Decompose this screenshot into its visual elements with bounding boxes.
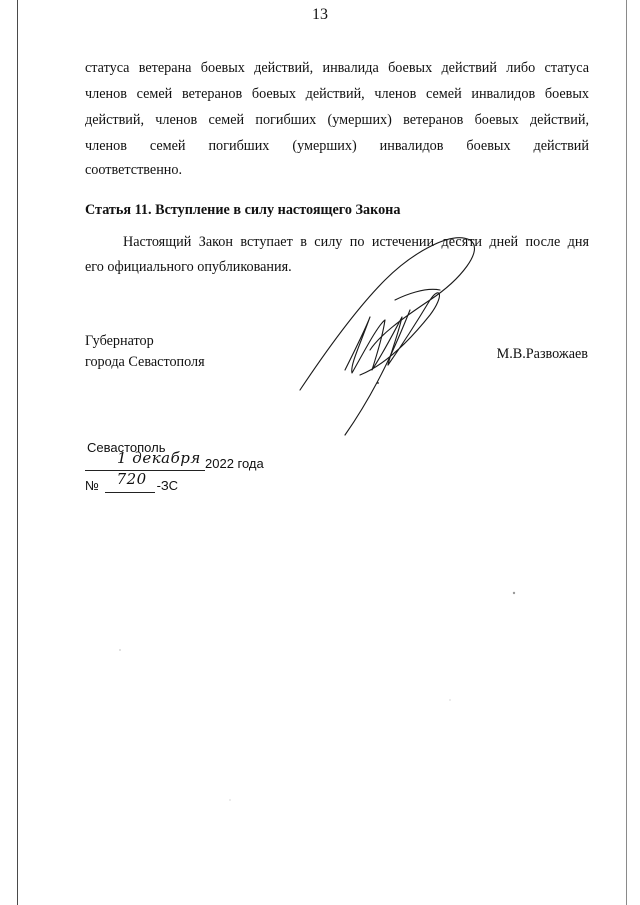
handwritten-date: 1 декабря <box>117 449 201 467</box>
number-suffix: -ЗС <box>156 478 179 493</box>
handwritten-number: 720 <box>116 470 147 488</box>
intro-line-5: соответственно. <box>85 162 183 178</box>
signatory-title-line-1: Губернатор <box>85 333 154 349</box>
article-line-1: Настоящий Закон вступает в силу по истечении десяти дней после дня <box>123 234 589 250</box>
intro-line-3: действий, членов семей погибших (умерших) ветеранов боевых действий, <box>85 112 589 128</box>
article-line-2: его официального опубликования. <box>85 259 292 275</box>
page-number: 13 <box>312 6 328 23</box>
signatory-title-line-2: города Севастополя <box>85 354 205 370</box>
number-sign: № <box>85 478 99 493</box>
date-year: 2022 года <box>205 456 264 471</box>
place-label: Севастополь <box>87 440 166 455</box>
intro-line-4: членов семей погибших (умерших) инвалидов боевых действий <box>85 138 589 154</box>
signatory-name: М.В.Развожаев <box>496 346 588 362</box>
intro-line-2: членов семей ветеранов боевых действий, членов семей инвалидов боевых <box>85 86 589 102</box>
article-heading: Статья 11. Вступление в силу настоящего Закона <box>85 202 401 218</box>
intro-line-1: статуса ветерана боевых действий, инвалида боевых действий либо статуса <box>85 60 589 76</box>
